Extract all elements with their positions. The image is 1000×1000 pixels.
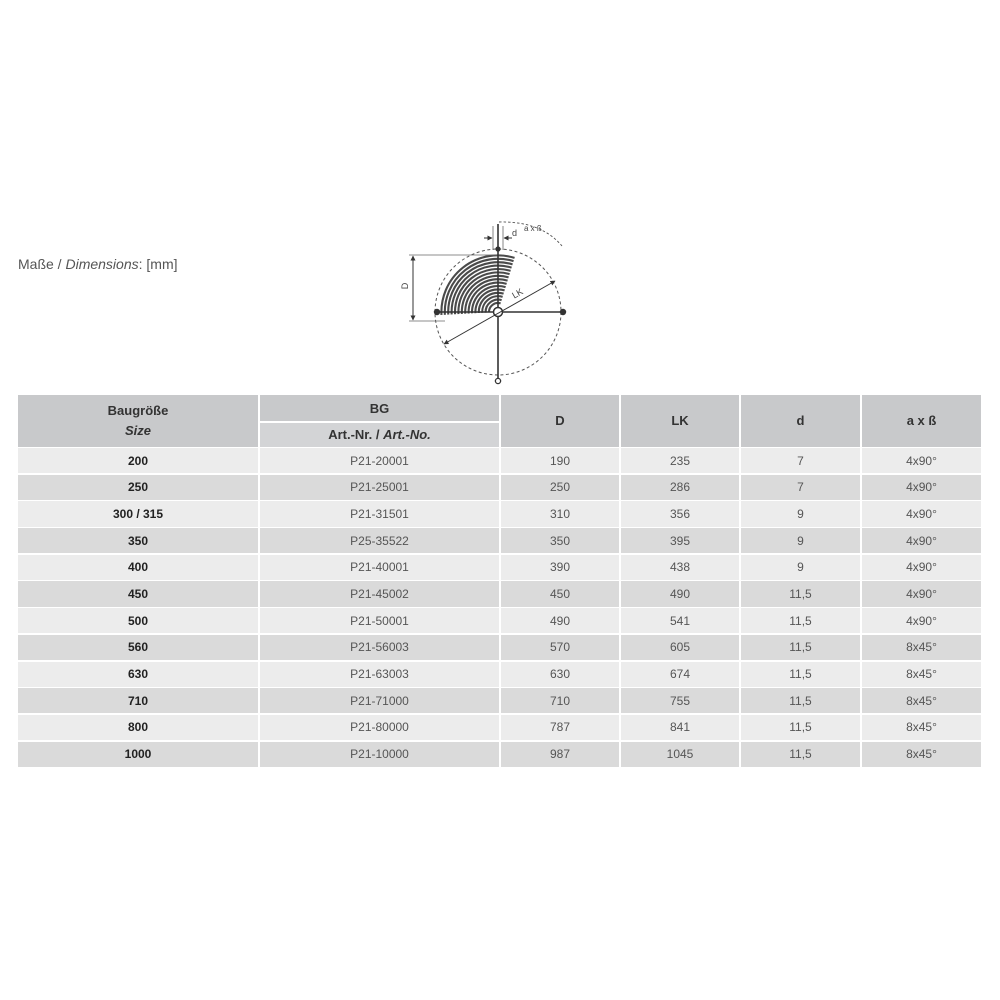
size-cell: 710 [18, 688, 258, 713]
hole-pattern-cell: 8x45° [862, 715, 981, 740]
hole-pattern-cell: 4x90° [862, 475, 981, 500]
bolt-circle-header [621, 395, 739, 447]
bolt-hole-top [495, 246, 500, 251]
hole-pattern-header [862, 395, 981, 447]
bolt-circle-cell: 235 [621, 448, 739, 473]
article-number-header-english: Art.-No. [383, 427, 431, 442]
label-hole-pattern: a x ß [524, 224, 542, 233]
bolt-circle-cell: 755 [621, 688, 739, 713]
hole-diameter-cell: 11,5 [741, 608, 860, 633]
hole-diameter-cell: 11,5 [741, 742, 860, 767]
bolt-circle-cell: 541 [621, 608, 739, 633]
label-hole-diameter: d [512, 228, 518, 238]
flange-diagram [380, 210, 580, 395]
article-number-header [260, 423, 499, 447]
article-number-cell: P21-80000 [260, 715, 499, 740]
article-number-cell: P21-25001 [260, 475, 499, 500]
article-number-cell: P21-40001 [260, 555, 499, 580]
hole-pattern-cell: 4x90° [862, 608, 981, 633]
outer-diameter-cell: 310 [501, 501, 619, 526]
hole-diameter-header-label: d [796, 413, 805, 429]
article-number-cell: P21-45002 [260, 581, 499, 606]
hole-pattern-cell: 4x90° [862, 448, 981, 473]
hole-pattern-cell: 8x45° [862, 635, 981, 660]
bg-header [260, 395, 499, 421]
size-header [18, 395, 258, 447]
bolt-hole-left [434, 309, 440, 315]
outer-diameter-cell: 190 [501, 448, 619, 473]
bolt-circle-header-label: LK [671, 413, 689, 429]
size-header-german: Baugröße [107, 402, 169, 418]
hole-diameter-cell: 11,5 [741, 635, 860, 660]
article-number-cell: P21-71000 [260, 688, 499, 713]
outer-diameter-cell: 987 [501, 742, 619, 767]
size-cell: 200 [18, 448, 258, 473]
hole-diameter-cell: 11,5 [741, 688, 860, 713]
hatched-sector [441, 255, 514, 315]
hole-diameter-cell: 11,5 [741, 581, 860, 606]
hole-diameter-cell: 11,5 [741, 662, 860, 687]
bolt-circle-cell: 438 [621, 555, 739, 580]
caption-prefix: Maße / [18, 256, 66, 272]
bolt-circle-cell: 286 [621, 475, 739, 500]
size-cell: 450 [18, 581, 258, 606]
bolt-hole-right [560, 309, 566, 315]
size-cell: 500 [18, 608, 258, 633]
article-number-cell: P21-56003 [260, 635, 499, 660]
hole-pattern-cell: 4x90° [862, 528, 981, 553]
hole-diameter-header [741, 395, 860, 447]
bolt-circle-cell: 841 [621, 715, 739, 740]
caption-italic: Dimensions [65, 256, 139, 272]
size-cell: 350 [18, 528, 258, 553]
dimensions-table [18, 395, 981, 767]
article-number-cell: P21-20001 [260, 448, 499, 473]
hole-pattern-cell: 8x45° [862, 742, 981, 767]
bolt-circle-cell: 674 [621, 662, 739, 687]
hole-diameter-cell: 7 [741, 475, 860, 500]
outer-diameter-cell: 710 [501, 688, 619, 713]
bg-header-label: BG [369, 400, 390, 416]
size-cell: 250 [18, 475, 258, 500]
outer-diameter-cell: 390 [501, 555, 619, 580]
article-number-cell: P21-50001 [260, 608, 499, 633]
hole-pattern-cell: 8x45° [862, 688, 981, 713]
outer-diameter-cell: 250 [501, 475, 619, 500]
size-cell: 300 / 315 [18, 501, 258, 526]
bolt-circle-cell: 490 [621, 581, 739, 606]
bolt-hole-bottom [495, 378, 500, 383]
hole-diameter-cell: 11,5 [741, 715, 860, 740]
size-cell: 630 [18, 662, 258, 687]
hole-pattern-cell: 4x90° [862, 501, 981, 526]
size-header-english: Size [124, 422, 151, 438]
outer-diameter-cell: 787 [501, 715, 619, 740]
outer-diameter-cell: 570 [501, 635, 619, 660]
hole-diameter-cell: 9 [741, 501, 860, 526]
hole-pattern-cell: 4x90° [862, 581, 981, 606]
caption-suffix: : [mm] [138, 256, 178, 272]
size-cell: 800 [18, 715, 258, 740]
outer-diameter-header [501, 395, 619, 447]
hole-diameter-cell: 9 [741, 528, 860, 553]
outer-diameter-cell: 350 [501, 528, 619, 553]
outer-diameter-cell: 490 [501, 608, 619, 633]
outer-diameter-cell: 450 [501, 581, 619, 606]
bolt-circle-cell: 395 [621, 528, 739, 553]
size-cell: 560 [18, 635, 258, 660]
hole-pattern-cell: 8x45° [862, 662, 981, 687]
bolt-circle-cell: 356 [621, 501, 739, 526]
bolt-circle-cell: 1045 [621, 742, 739, 767]
label-bolt-circle: LK [510, 286, 525, 301]
hole-pattern-cell: 4x90° [862, 555, 981, 580]
article-number-cell: P21-31501 [260, 501, 499, 526]
size-cell: 1000 [18, 742, 258, 767]
size-cell: 400 [18, 555, 258, 580]
article-number-header-german: Art.-Nr. / [328, 427, 384, 442]
label-outer-diameter: D [400, 282, 410, 290]
dimensions-caption [18, 256, 178, 272]
bolt-circle-cell: 605 [621, 635, 739, 660]
outer-diameter-header-label: D [555, 413, 565, 429]
article-number-cell: P21-63003 [260, 662, 499, 687]
article-number-cell: P21-10000 [260, 742, 499, 767]
hole-diameter-cell: 7 [741, 448, 860, 473]
hole-diameter-cell: 9 [741, 555, 860, 580]
article-number-cell: P25-35522 [260, 528, 499, 553]
outer-diameter-cell: 630 [501, 662, 619, 687]
hole-pattern-header-label: a x ß [906, 413, 937, 429]
